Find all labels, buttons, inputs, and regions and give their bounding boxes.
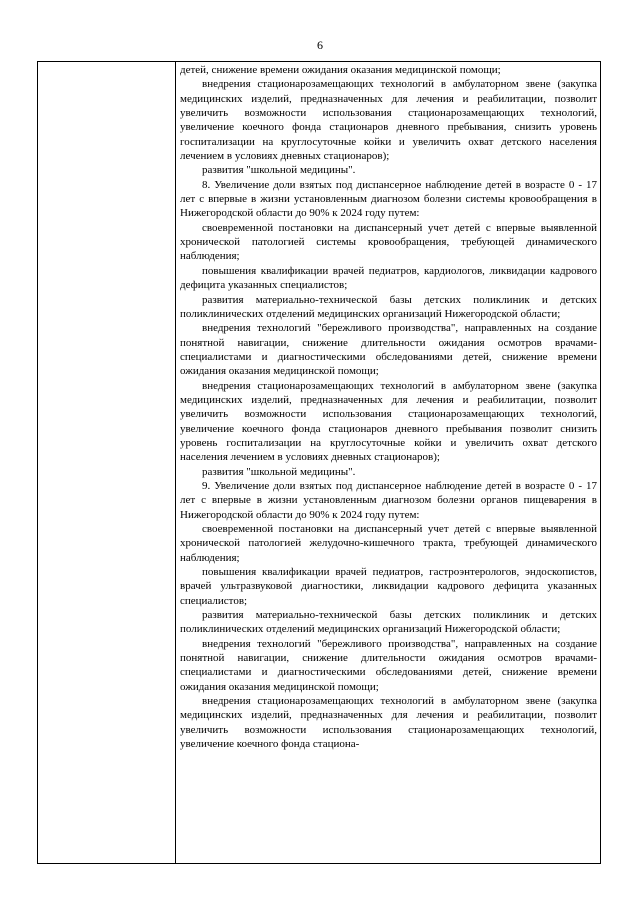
paragraph: внедрения стационарозамещающих технологий в амбулаторном звене (закупка медицинских изделий, предназначенных для лечения и реабилитации, позволит увеличить возможности использования стационарозамещающих технологий, увеличение коечного фонда стациона- [180,695,597,751]
paragraph: своевременной постановки на диспансерный учет детей с впервые выявленной хронической патологией системы кровообращения, требующей динамического наблюдения; [180,221,597,263]
paragraph: развития материально-технической базы детских поликлиник и детских поликлинических отделений медицинских организаций Нижегородской области; [180,609,597,636]
paragraph: внедрения стационарозамещающих технологий в амбулаторном звене (закупка медицинских изделий, предназначенных для лечения и реабилитации, позволит увеличить возможности использования стационарозамещающих технологий, увеличение коечного фонда стационаров дневного пребывания позволит снизить уровень госпитализации на круглосуточные койки и увеличить охват детского населения лечением в условиях дневных стационаров); [180,379,597,464]
paragraph: своевременной постановки на диспансерный учет детей с впервые выявленной хронической патологией желудочно-кишечного тракта, требующей динамического наблюдения; [180,523,597,564]
paragraph: внедрения технологий "бережливого производства", направленных на создание понятной навигации, снижение длительности ожидания осмотров врачами-специалистами и диагностическими обследованиями детей, снижение времени ожидания оказания медицинской помощи; [180,637,597,693]
paragraph: развития "школьной медицины". [202,164,356,177]
paragraph: развития "школьной медицины". [202,465,356,478]
page-number: 6 [317,38,323,52]
paragraph: 8. Увеличение доли взятых под диспансерное наблюдение детей в возрасте 0 - 17 лет с впервые в жизни установленным диагнозом болезни системы кровообращения в Нижегородской области до 90% к 2024 году путем: [180,178,597,220]
paragraph: 9. Увеличение доли взятых под диспансерное наблюдение детей в возрасте 0 - 17 лет с впервые в жизни установленным диагнозом болезни органов пищеварения в Нижегородской области до 90% к 2024 году путем: [180,479,597,521]
paragraph: повышения квалификации врачей педиатров, кардиологов, ликвидации кадрового дефицита указанных специалистов; [180,264,597,292]
paragraph: детей, снижение времени ожидания оказания медицинской помощи; [180,64,501,76]
left-column-cell [38,62,176,864]
paragraph: внедрения технологий "бережливого производства", направленных на создание понятной навигации, снижение длительности ожидания осмотров врачами-специалистами и диагностическими обследованиями детей, снижение времени ожидания оказания медицинской помощи; [180,322,597,378]
table-row [38,62,601,864]
paragraph: развития материально-технической базы детских поликлиник и детских поликлинических отделений медицинских организаций Нижегородской области; [180,293,597,320]
text-content [180,62,597,863]
document-table [37,61,601,864]
paragraph: внедрения стационарозамещающих технологий в амбулаторном звене (закупка медицинских изделий, предназначенных для лечения и реабилитации, позволит увеличить возможности использования стационарозамещающих технологий, увеличение коечного фонда стационаров дневного пребывания, снизить уровень госпитализации на круглосуточные койки и увеличить охват детского населения лечением в условиях дневных стационаров); [180,78,597,163]
right-column-cell [176,62,601,864]
paragraph: повышения квалификации врачей педиатров, гастроэнтерологов, эндоскопистов, врачей ультразвуковой диагностики, ликвидации кадрового дефицита указанных специалистов; [180,566,597,607]
